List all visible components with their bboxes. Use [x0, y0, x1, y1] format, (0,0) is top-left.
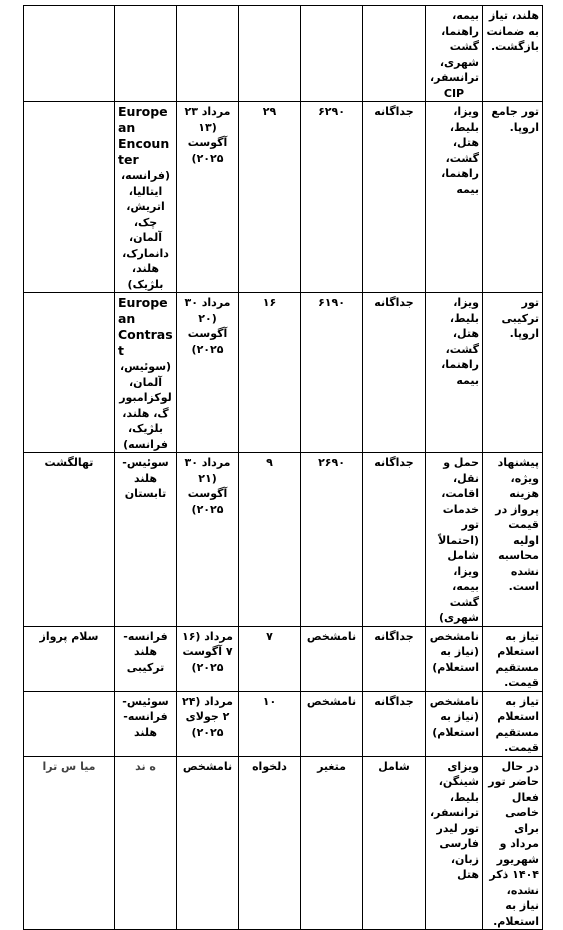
services-cell: ویزا، بلیط، هتل، گشت، راهنما، بیمه	[426, 293, 483, 453]
nights-cell: ۲۹	[239, 102, 301, 293]
tour-cell: تیاز به استعلام مستقیم قیمت.	[483, 626, 543, 691]
services-cell: ویزای شینگن، بلیط، ترانسفر، تور لیدر فارسی زبان، هتل	[426, 756, 483, 930]
price-cell: نامشخص	[301, 626, 363, 691]
extra-cell	[24, 6, 115, 102]
itinerary-cell: سوئیس-فرانسه-هلند	[115, 691, 177, 756]
services-cell: حمل و نقل، اقامت، خدمات تور (احتمالاً شامل ویزا، بیمه، گشت شهری)	[426, 453, 483, 627]
date-cell: نامشخص	[177, 756, 239, 930]
price-cell: ۲۶۹۰	[301, 453, 363, 627]
price-cell: متغیر	[301, 756, 363, 930]
date-cell: مرداد (۱۶ ۷ آگوست ۲۰۲۵)	[177, 626, 239, 691]
price-cell: ۶۲۹۰	[301, 102, 363, 293]
services-extra: CIP	[443, 86, 465, 100]
tours-table	[23, 5, 543, 930]
tour-cell: تیاز به استعلام مستقیم قیمت.	[483, 691, 543, 756]
table-row	[24, 626, 543, 691]
tour-cell: پیشنهاد ویژه، هزینه پرواز در قیمت اولیه محاسبه نشده است.	[483, 453, 543, 627]
tour-cell: هلند، تیاز به ضمانت بازگشت.	[483, 6, 543, 102]
table-row	[24, 453, 543, 627]
itinerary-cell	[115, 6, 177, 102]
itinerary-cell: فرانسه-هلند ترکیبی	[115, 626, 177, 691]
price-cell: نامشخص	[301, 691, 363, 756]
table-row	[24, 756, 543, 930]
visa-cell	[363, 6, 426, 102]
services-cell: نامشخص (نیاز به استعلام)	[426, 626, 483, 691]
itinerary-en: European Encounter	[118, 104, 170, 167]
visa-cell: جداگانه	[363, 293, 426, 453]
services-text: بیمه، راهنما، گشت شهری، ترانسفر،	[429, 9, 479, 84]
date-cell: مرداد ۳۰ (۲۰ آگوست ۲۰۲۵)	[177, 293, 239, 453]
extra-cell	[24, 102, 115, 293]
tour-cell: در حال حاضر تور فعال خاصی برای مرداد و شهریور ۱۴۰۴ ذکر نشده، نیاز به استعلام.	[483, 756, 543, 930]
tour-cell: تور ترکیبی اروپا.	[483, 293, 543, 453]
date-cell	[177, 6, 239, 102]
table-row	[24, 6, 543, 102]
visa-cell: جداگانه	[363, 453, 426, 627]
itinerary-cell	[115, 102, 177, 293]
price-cell	[301, 6, 363, 102]
visa-cell: جداگانه	[363, 626, 426, 691]
visa-cell: شامل	[363, 756, 426, 930]
extra-cell	[24, 293, 115, 453]
nights-cell: ۱۶	[239, 293, 301, 453]
table-row	[24, 691, 543, 756]
itinerary-cell: ه ند	[115, 756, 177, 930]
nights-cell: ۷	[239, 626, 301, 691]
services-cell: ویزا، بلیط، هتل، گشت، راهنما، بیمه	[426, 102, 483, 293]
itinerary-fa: (سوئیس، آلمان، لوکزامبورگ، هلند، بلژیک، فرانسه)	[119, 360, 172, 451]
table-row	[24, 293, 543, 453]
date-cell: مرداد (۲۴ ۲ جولای ۲۰۲۵)	[177, 691, 239, 756]
itinerary-en: European Contrast	[118, 295, 173, 358]
nights-cell: ۱۰	[239, 691, 301, 756]
tour-cell: تور جامع اروپا.	[483, 102, 543, 293]
nights-cell: ۹	[239, 453, 301, 627]
visa-cell: جداگانه	[363, 691, 426, 756]
table-row	[24, 102, 543, 293]
services-cell: نامشخص (نیاز به استعلام)	[426, 691, 483, 756]
visa-cell: جداگانه	[363, 102, 426, 293]
services-cell	[426, 6, 483, 102]
extra-cell: تهالگشت	[24, 453, 115, 627]
date-cell: مرداد ۳۰ (۲۱ آگوست ۲۰۲۵)	[177, 453, 239, 627]
nights-cell	[239, 6, 301, 102]
price-cell: ۶۱۹۰	[301, 293, 363, 453]
extra-cell: میا س ترا	[24, 756, 115, 930]
itinerary-cell: سوئیس-هلند تابستان	[115, 453, 177, 627]
extra-cell	[24, 691, 115, 756]
itinerary-cell	[115, 293, 177, 453]
nights-cell: دلخواه	[239, 756, 301, 930]
extra-cell: سلام پرواز	[24, 626, 115, 691]
date-cell: مرداد ۲۳ (۱۳ آگوست ۲۰۲۵)	[177, 102, 239, 293]
itinerary-fa: (فرانسه، ایتالیا، اتریش، چک، آلمان، دانمارک، هلند، بلژیک)	[120, 169, 171, 291]
